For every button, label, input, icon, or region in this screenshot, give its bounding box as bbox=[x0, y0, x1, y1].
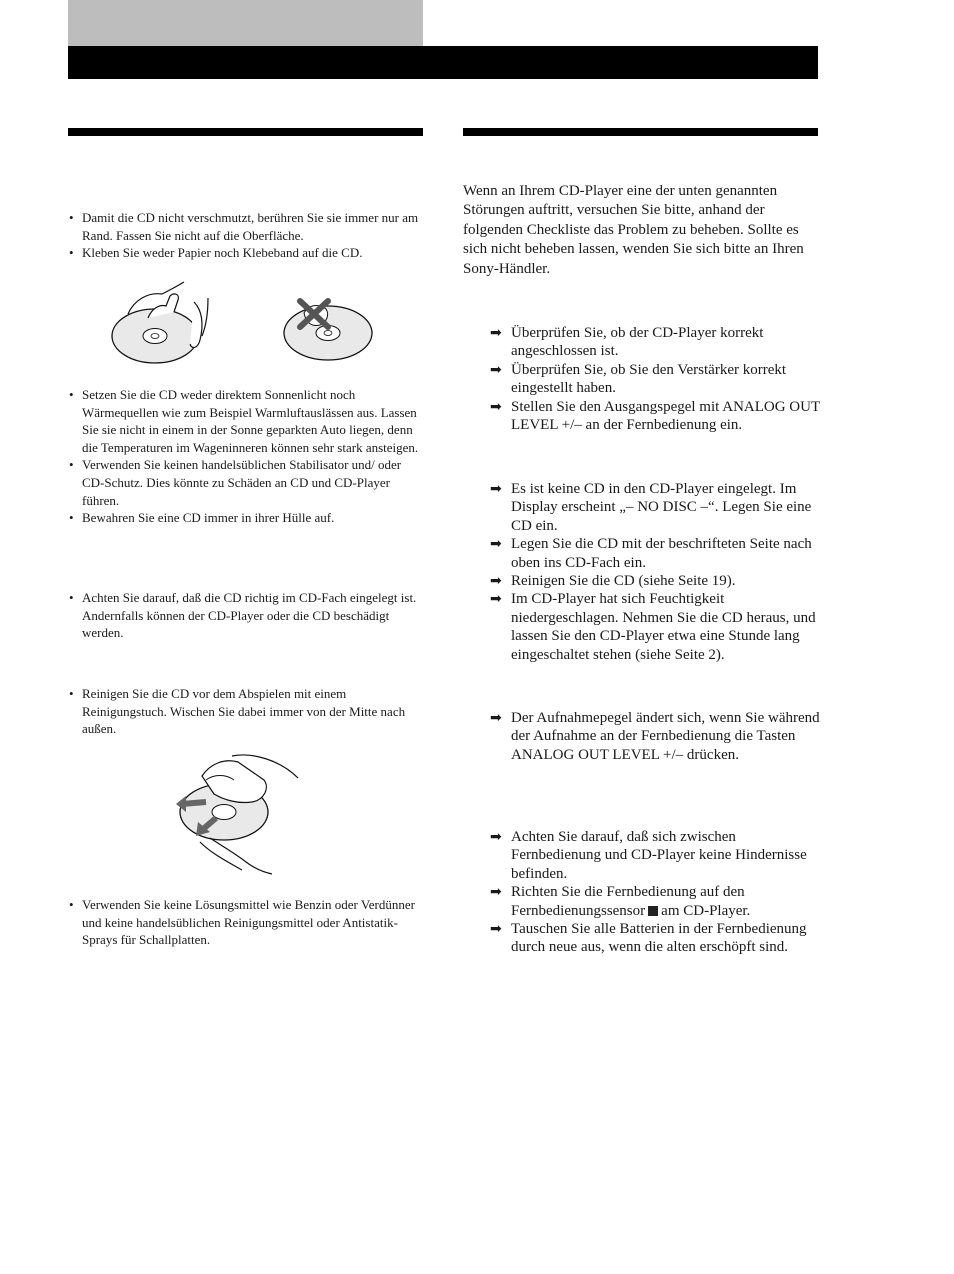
arrow-right-icon: ➡ bbox=[490, 573, 502, 590]
checklist-item: ➡ Tauschen Sie alle Batterien in der Fernbedienung durch neue aus, wenn die alten erschöpft sind. bbox=[490, 921, 807, 956]
troubleshooting-intro: Wenn an Ihrem CD-Player eine der unten genannten Störungen auftritt, versuchen Sie bitte, anhand der folgenden Checkliste das Problem zu beheben. Sollte es sich nicht beheben lassen, wenden Sie sich bitte an Ihren Sony-Händler. bbox=[463, 183, 804, 277]
checklist-item: ➡ Legen Sie die CD mit der beschrifteten Seite nach oben ins CD-Fach ein. bbox=[490, 536, 812, 571]
header-grey-tab bbox=[68, 0, 423, 46]
cleaning-bullet: • Reinigen Sie die CD vor dem Abspielen mit einem Reinigungstuch. Wischen Sie dabei immer von der Mitte nach außen. bbox=[68, 685, 423, 738]
checklist-item: ➡ Achten Sie darauf, daß sich zwischen Fernbedienung und CD-Player keine Hindernisse befinden. bbox=[490, 829, 807, 882]
arrow-right-icon: ➡ bbox=[490, 829, 502, 845]
arrow-right-icon: ➡ bbox=[490, 710, 502, 726]
arrow-right-icon: ➡ bbox=[490, 884, 502, 901]
arrow-right-icon: ➡ bbox=[490, 536, 502, 553]
checklist-item: ➡ Der Aufnahmepegel ändert sich, wenn Sie während der Aufnahme an der Fernbedienung die Tasten ANALOG OUT LEVEL +/– drücken. bbox=[490, 710, 820, 763]
inserting-section bbox=[68, 589, 423, 642]
checklist-group-no-sound bbox=[490, 324, 820, 434]
cleaning-section bbox=[68, 685, 423, 738]
remote-sensor-icon bbox=[648, 906, 658, 916]
handling-bullet: • Damit die CD nicht verschmutzt, berühren Sie sie immer nur am Rand. Fassen Sie nicht auf die Oberfläche. bbox=[68, 209, 423, 244]
checklist-group-recording-level bbox=[490, 709, 820, 764]
storage-bullet: • Verwenden Sie keinen handelsüblichen Stabilisator und/ oder CD-Schutz. Dies könnte zu Schäden an CD und CD-Player führen. bbox=[68, 456, 423, 509]
checklist-item: ➡ Überprüfen Sie, ob Sie den Verstärker korrekt eingestellt haben. bbox=[490, 361, 787, 397]
arrow-right-icon: ➡ bbox=[490, 325, 502, 341]
arrow-right-icon: ➡ bbox=[490, 398, 502, 415]
header-black-band bbox=[68, 46, 818, 79]
storage-bullet: • Setzen Sie die CD weder direktem Sonnenlicht noch Wärmequellen wie zum Beispiel Warmluftauslässen aus. Lassen Sie sie nicht in einem in der Sonne geparkten Auto liegen, denn die Temperaturen im Wageninneren können sehr stark ansteigen. bbox=[68, 386, 423, 456]
checklist-item: ➡ Überprüfen Sie, ob der CD-Player korrekt angeschlossen ist. bbox=[490, 325, 764, 360]
cd-do-not-touch-illustration bbox=[282, 293, 376, 363]
checklist-group-no-play bbox=[490, 480, 820, 664]
solvent-bullet: • Verwenden Sie keine Lösungsmittel wie Benzin oder Verdünner und keine handelsüblichen Reinigungsmittel oder Antistatik-Sprays für Schallplatten. bbox=[68, 896, 423, 949]
arrow-right-icon: ➡ bbox=[490, 591, 502, 608]
checklist-item: ➡ Im CD-Player hat sich Feuchtigkeit niedergeschlagen. Nehmen Sie die CD heraus, und lassen Sie den CD-Player etwa eine Stunde lang eingeschaltet stehen (siehe Seite 2). bbox=[490, 591, 816, 663]
right-section-rule bbox=[463, 128, 818, 136]
checklist-group-remote bbox=[490, 828, 820, 957]
inserting-bullet: • Achten Sie darauf, daß die CD richtig im CD-Fach eingelegt ist. Andernfalls können der CD-Player oder die CD beschädigt werden. bbox=[68, 589, 423, 642]
checklist-item: ➡ Es ist keine CD in den CD-Player eingelegt. Im Display erscheint „– NO DISC –“. Legen Sie eine CD ein. bbox=[490, 481, 812, 534]
cd-cleaning-illustration bbox=[172, 750, 304, 880]
checklist-item: ➡ Reinigen Sie die CD (siehe Seite 19). bbox=[490, 573, 736, 590]
handling-section bbox=[68, 209, 423, 262]
cd-hold-by-edge-illustration bbox=[108, 278, 212, 368]
solvent-section bbox=[68, 896, 423, 949]
storage-section bbox=[68, 386, 423, 527]
checklist-item: ➡ Richten Sie die Fernbedienung auf den Fernbedienungssensor am CD-Player. bbox=[490, 884, 751, 919]
arrow-right-icon: ➡ bbox=[490, 921, 502, 938]
arrow-right-icon: ➡ bbox=[490, 481, 502, 497]
handling-bullet: • Kleben Sie weder Papier noch Klebeband auf die CD. bbox=[68, 244, 423, 262]
checklist-item: ➡ Stellen Sie den Ausgangspegel mit ANALOG OUT LEVEL +/– an der Fernbedienung ein. bbox=[490, 398, 820, 434]
storage-bullet: • Bewahren Sie eine CD immer in ihrer Hülle auf. bbox=[68, 509, 423, 527]
left-section-rule bbox=[68, 128, 423, 136]
arrow-right-icon: ➡ bbox=[490, 361, 502, 378]
